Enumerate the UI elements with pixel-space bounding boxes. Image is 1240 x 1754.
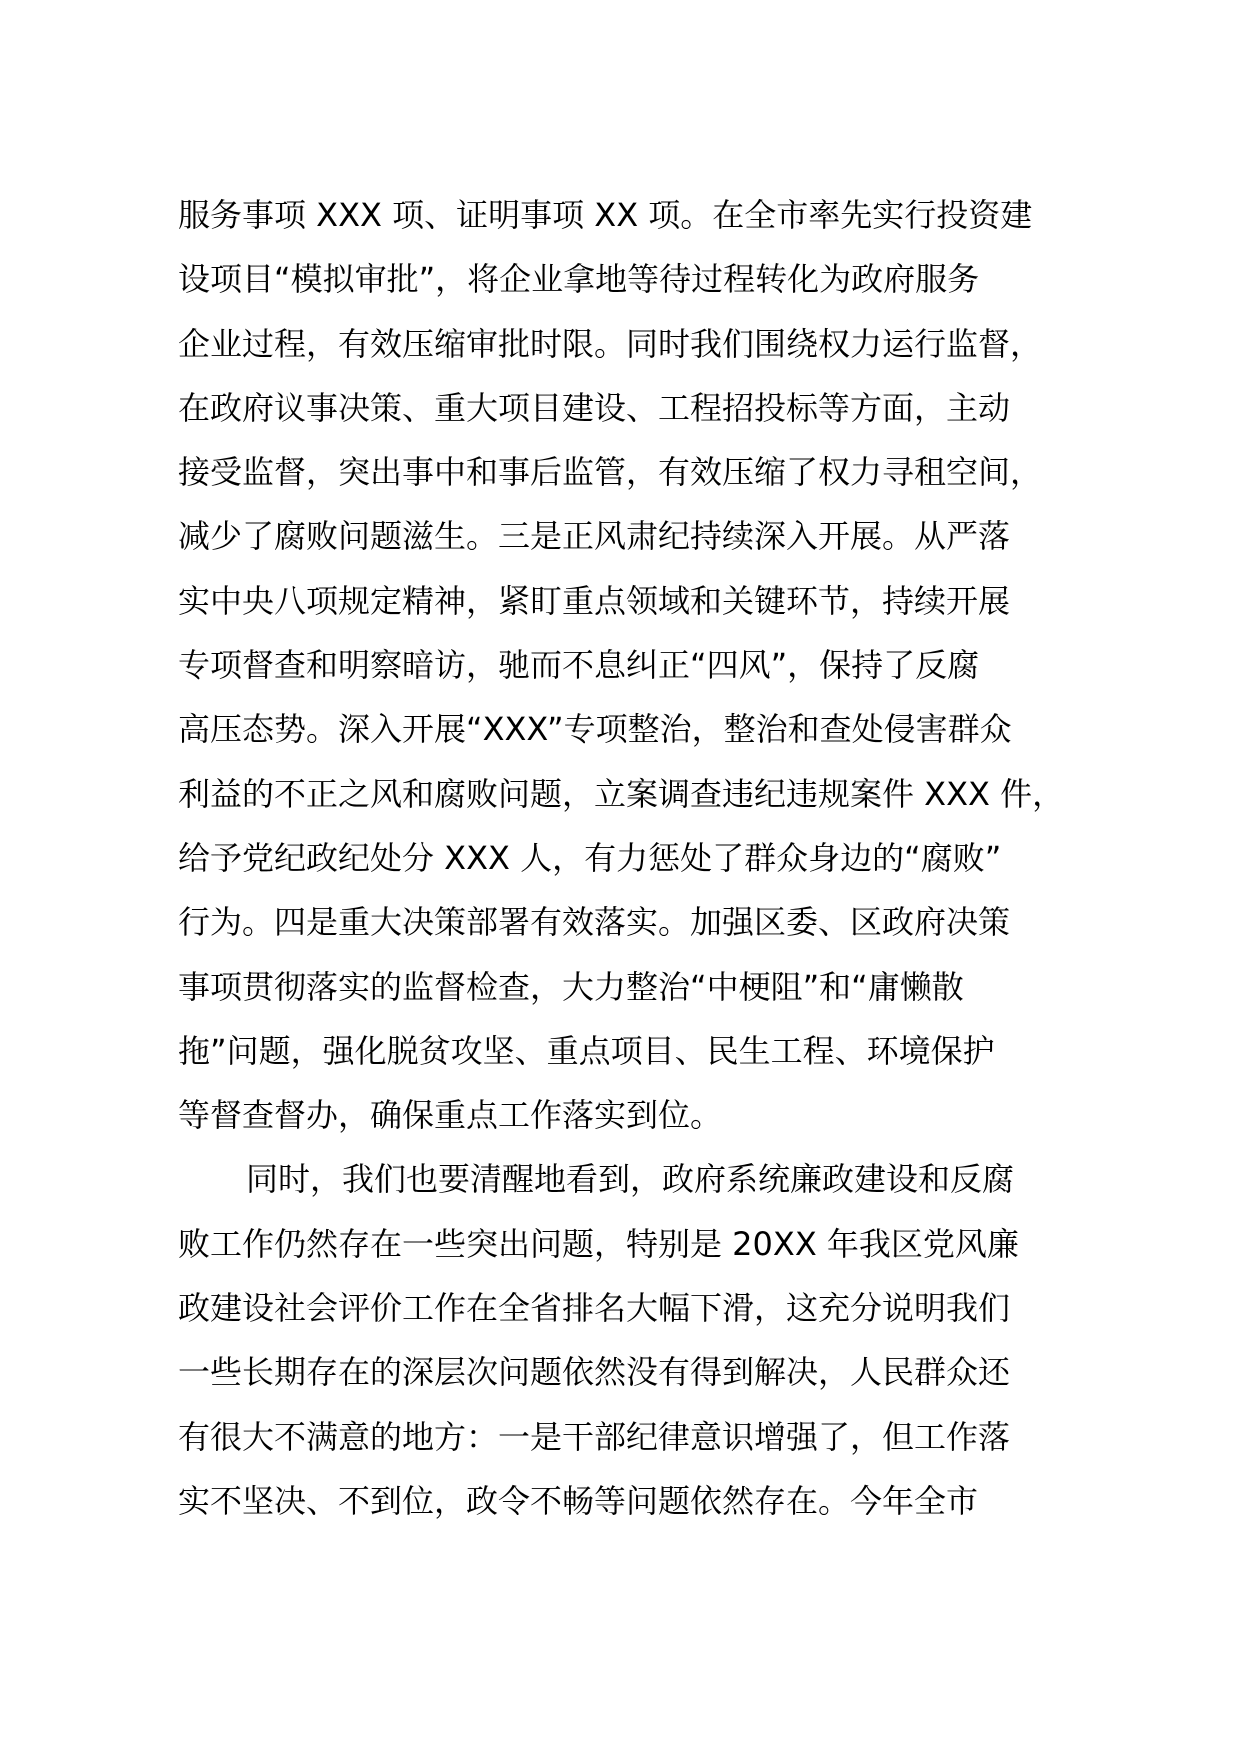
body-text bbox=[178, 183, 1098, 1533]
text-line: 有很大不满意的地方：一是干部纪律意识增强了，但工作落 bbox=[178, 1417, 1011, 1456]
text-line: 高压态势。深入开展“XXX”专项整治，整治和查处侵害群众 bbox=[178, 710, 1012, 749]
text-line: 给予党纪政纪处分 XXX 人，有力惩处了群众身边的“腐败” bbox=[178, 838, 1002, 877]
paragraph-1 bbox=[178, 183, 1098, 1147]
paragraph-2 bbox=[178, 1147, 1098, 1533]
text-line: 一些长期存在的深层次问题依然没有得到解决，人民群众还 bbox=[178, 1353, 1011, 1392]
text-line: 等督查督办，确保重点工作落实到位。 bbox=[178, 1096, 723, 1135]
text-line: 在政府议事决策、重大项目建设、工程招投标等方面，主动 bbox=[178, 388, 1011, 427]
text-line: 实不坚决、不到位，政令不畅等问题依然存在。今年全市 bbox=[178, 1481, 979, 1520]
text-line: 减少了腐败问题滋生。三是正风肃纪持续深入开展。从严落 bbox=[178, 517, 1011, 556]
text-line: 拖”问题，强化脱贫攻坚、重点项目、民生工程、环境保护 bbox=[178, 1031, 995, 1070]
text-line: 服务事项 XXX 项、证明事项 XX 项。在全市率先实行投资建 bbox=[178, 196, 1033, 234]
text-line: 专项督查和明察暗访，驰而不息纠正“四风”，保持了反腐 bbox=[178, 646, 980, 685]
text-line: 利益的不正之风和腐败问题，立案调查违纪违规案件 XXX 件， bbox=[178, 774, 1065, 813]
text-line: 企业过程，有效压缩审批时限。同时我们围绕权力运行监督， bbox=[178, 324, 1043, 363]
text-line: 接受监督，突出事中和事后监管，有效压缩了权力寻租空间， bbox=[178, 453, 1043, 492]
text-line: 设项目“模拟审批”，将企业拿地等待过程转化为政府服务 bbox=[178, 260, 980, 299]
text-line: 同时，我们也要清醒地看到，政府系统廉政建设和反腐 bbox=[246, 1160, 1015, 1199]
text-line: 实中央八项规定精神，紧盯重点领域和关键环节，持续开展 bbox=[178, 581, 1011, 620]
text-line: 败工作仍然存在一些突出问题，特别是 20XX 年我区党风廉 bbox=[178, 1224, 1019, 1263]
text-line: 事项贯彻落实的监督检查，大力整治“中梗阻”和“庸懒散 bbox=[178, 967, 964, 1006]
text-line: 行为。四是重大决策部署有效落实。加强区委、区政府决策 bbox=[178, 903, 1011, 942]
text-line: 政建设社会评价工作在全省排名大幅下滑，这充分说明我们 bbox=[178, 1289, 1011, 1328]
